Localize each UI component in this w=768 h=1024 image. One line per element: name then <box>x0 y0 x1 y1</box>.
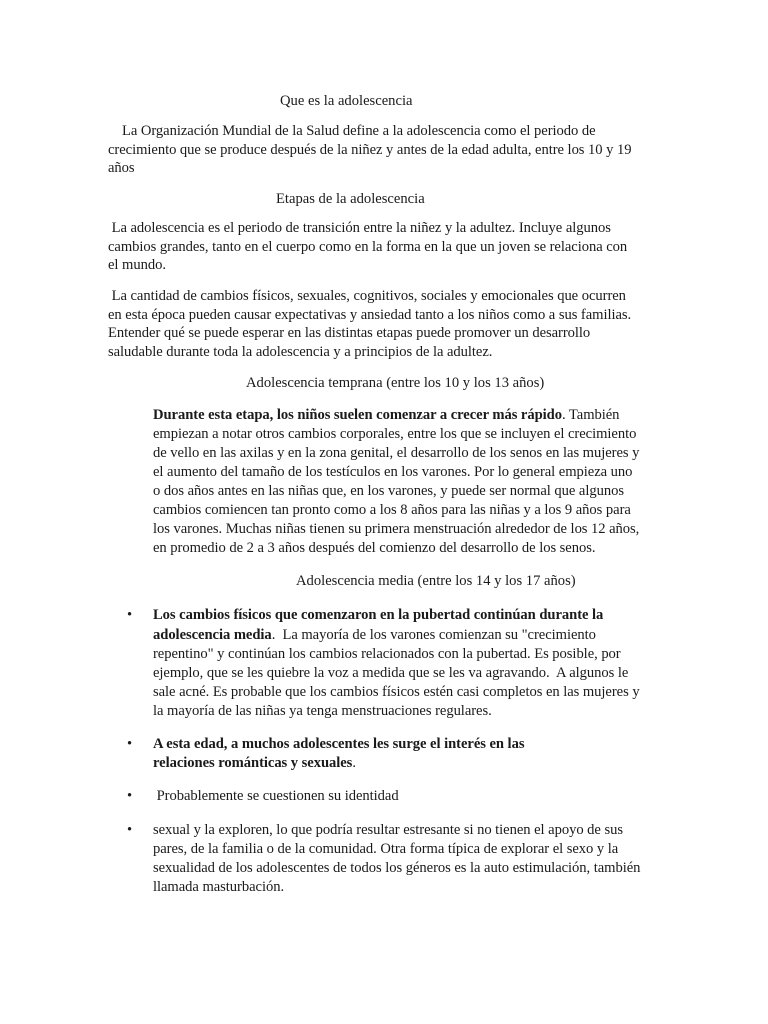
bullet2-line-2-rest: . <box>352 755 356 771</box>
bullet4-line-1: sexual y la exploren, lo que podría resultar estresante si no tienen el apoyo de sus <box>153 822 623 838</box>
etapas-para2-line-3: Entender qué se puede esperar en las distintas etapas puede promover un desarrollo <box>108 325 591 341</box>
bullet-dot: • <box>127 736 133 752</box>
section-heading-media: Adolescencia media (entre los 14 y los 17 años) <box>296 573 576 589</box>
temprana-line-6: cambios comiencen tan pronto como a los 8 años para las niñas y a los 9 años para <box>153 502 631 518</box>
temprana-line-5: o dos años antes en las niñas que, en los varones, y puede ser normal que algunos <box>153 483 624 499</box>
temprana-line-8: en promedio de 2 a 3 años después del comienzo del desarrollo de los senos. <box>153 540 596 556</box>
bullet-dot: • <box>127 788 133 804</box>
bullet-dot: • <box>127 822 133 838</box>
bullet2-line-2 <box>153 754 713 772</box>
etapas-para2-line-4: saludable durante toda la adolescencia y a principios de la adultez. <box>108 343 493 360</box>
bullet2-bold-line-2: relaciones románticas y sexuales <box>153 755 353 771</box>
bullet1-line-2 <box>153 626 713 644</box>
etapas-para1-line-3: el mundo. <box>108 257 166 273</box>
section-heading-etapas: Etapas de la adolescencia <box>276 191 425 207</box>
bullet1-line-4: ejemplo, que se les quiebre la voz a medida que se les va agravando. A algunos le <box>153 665 629 681</box>
temprana-line-1-rest: . También <box>561 407 620 423</box>
intro-line-1: La Organización Mundial de la Salud define a la adolescencia como el periodo de <box>122 123 596 139</box>
bullet2-bold-line-1: A esta edad, a muchos adolescentes les surge el interés en las <box>153 736 525 752</box>
temprana-line-7: los varones. Muchas niñas tienen su primera menstruación alrededor de los 12 años, <box>153 521 640 537</box>
document-title: Que es la adolescencia <box>280 93 413 109</box>
bullet3-line-1: Probablemente se cuestionen su identidad <box>153 788 399 804</box>
bullet-dot: • <box>127 607 133 623</box>
bullet4-line-3: sexualidad de los adolescentes de todos los géneros es la auto estimulación, también <box>153 860 641 876</box>
temprana-line-4: el aumento del tamaño de los testículos en los varones. Por lo general empieza uno <box>153 464 633 480</box>
etapas-para1-line-2: cambios grandes, tanto en el cuerpo como en la forma en la que un joven se relaciona con <box>108 238 628 255</box>
bullet1-line-5: sale acné. Es probable que los cambios físicos estén casi completos en las mujeres y <box>153 684 640 700</box>
bullet1-bold-line-2: adolescencia media <box>153 627 272 643</box>
bullet1-line-3: repentino" y continúan los cambios relacionados con la pubertad. Es posible, por <box>153 646 621 662</box>
bullet4-line-2: pares, de la familia o de la comunidad. Otra forma típica de explorar el sexo y la <box>153 841 619 857</box>
etapas-para1-line-1: La adolescencia es el periodo de transición entre la niñez y la adultez. Incluye algunos <box>108 220 611 236</box>
etapas-para2-line-2: en esta época pueden causar expectativas y ansiedad tanto a los niños como a sus familias. <box>108 306 632 323</box>
bullet1-bold-line-1: Los cambios físicos que comenzaron en la pubertad continúan durante la <box>153 607 604 623</box>
etapas-para2-line-1: La cantidad de cambios físicos, sexuales, cognitivos, sociales y emocionales que ocurren <box>108 288 626 304</box>
bullet1-line-2-rest: . La mayoría de los varones comienzan su "crecimiento <box>271 627 596 643</box>
temprana-line-2: empiezan a notar otros cambios corporales, entre los que se incluyen el crecimiento <box>153 426 637 442</box>
bullet1-line-6: la mayoría de las niñas ya tenga menstruaciones regulares. <box>153 703 492 719</box>
temprana-line-1 <box>153 406 713 424</box>
intro-line-2: crecimiento que se produce después de la niñez y antes de la edad adulta, entre los 10 y 19 <box>108 141 632 158</box>
section-heading-temprana: Adolescencia temprana (entre los 10 y los 13 años) <box>246 375 545 391</box>
bullet4-line-4: llamada masturbación. <box>153 879 285 895</box>
temprana-line-3: de vello en las axilas y en la zona genital, el desarrollo de los senos en las mujeres y <box>153 445 640 461</box>
intro-line-3: años <box>108 160 135 176</box>
temprana-bold-lead: Durante esta etapa, los niños suelen comenzar a crecer más rápido <box>153 407 562 423</box>
